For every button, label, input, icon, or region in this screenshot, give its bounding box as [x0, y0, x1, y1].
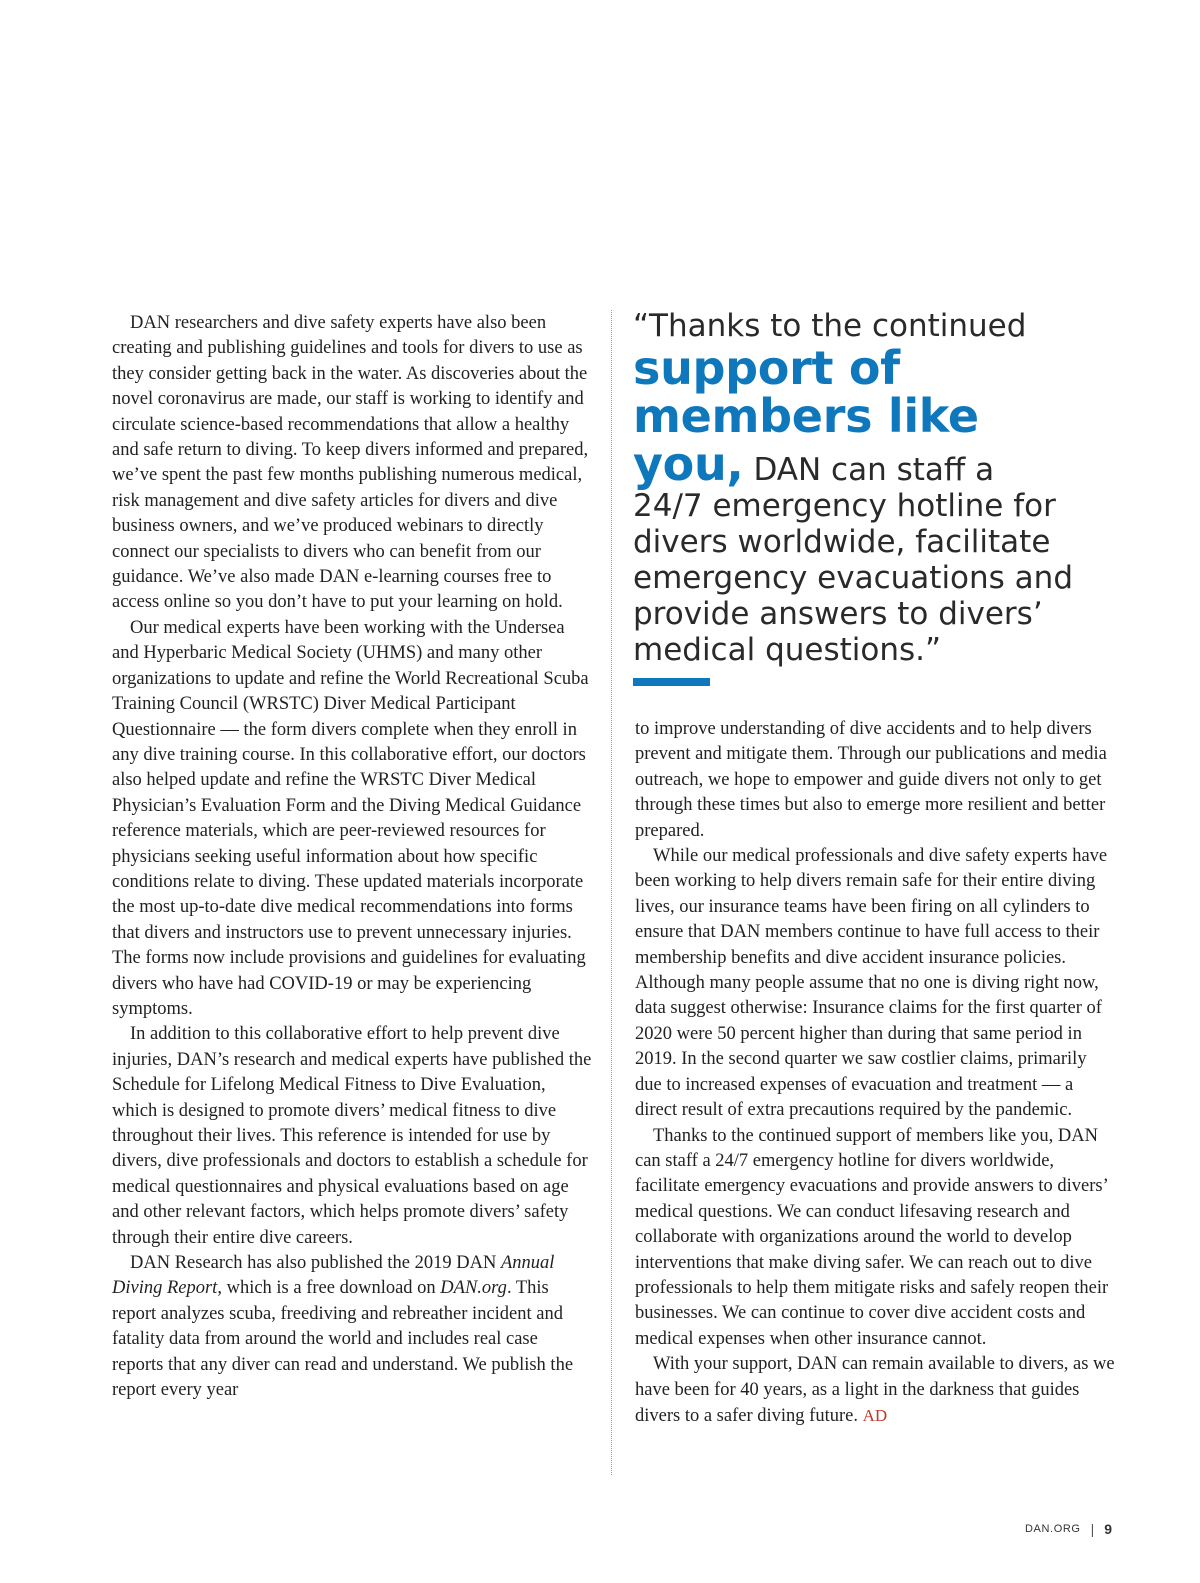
pull-quote-rest-3: divers worldwide, facilitate [633, 524, 1051, 560]
pull-quote-accent-bar [633, 678, 710, 686]
right-paragraph-2: While our medical professionals and dive safety experts have been working to help divers remain safe for their entire diving lives, our insurance teams have been firing on all cylinders to ensure that DAN members continue to have full access to their membership benefits and dive accident insurance policies. Although many people assume that no one is diving right now, data suggest otherwise: Insurance claims for the first quarter of 2020 were 50 percent higher than during that same period in 2019. In the second quarter we saw costlier claims, primarily due to increased expenses of evacuation and treatment — a direct result of extra precautions required by the pandemic. [635, 846, 1108, 1121]
left-paragraph-4-end: . This report analyzes scuba, freediving and rebreather incident and fatality data from around the world and includes real case reports that any diver can read and understand. We publish the report every year [112, 1278, 574, 1401]
pull-quote-mixed-line [633, 437, 1153, 491]
left-paragraph-1: DAN researchers and dive safety experts have also been creating and publishing guidelines and tools for divers to use as they consider getting back in the water. As discoveries about the novel coronavirus are made, our staff is working to identify and circulate science-based recommendations that allow a healthy and safe return to diving. To keep divers informed and prepared, we’ve spent the past few months publishing numerous medical, risk management and dive safety articles for divers and dive business owners, and we’ve produced webinars to directly connect our specialists to divers who can benefit from our guidance. We’ve also made DAN e-learning courses free to access online so you don’t have to put your learning on hold. [112, 313, 589, 613]
page-number: 9 [1104, 1521, 1112, 1537]
right-paragraph-4 [635, 1352, 1115, 1429]
right-paragraph-3: Thanks to the continued support of members like you, DAN can staff a 24/7 emergency hotline for divers worldwide, facilitate emergency evacuations and provide answers to divers’ medical questions. We can conduct lifesaving research and collaborate with organizations around the world to develop interventions that make diving safer. We can reach out to dive professionals to help them mitigate risks and safely reopen their businesses. We can continue to cover dive accident costs and medical expenses when other insurance cannot. [635, 1125, 1109, 1349]
pull-quote-rest-4: emergency evacuations and [633, 560, 1073, 596]
left-paragraph-4-start: DAN Research has also published the 2019 DAN [130, 1253, 501, 1274]
left-paragraph-2: Our medical experts have been working with the Undersea and Hyperbaric Medical Society (UHMS) and many other organizations to update and refine the World Recreational Scuba Training Council (WRSTC) Diver Medical Participant Questionnaire — the form divers complete when they enroll in any dive training course. In this collaborative effort, our doctors also helped update and refine the WRSTC Diver Medical Physician’s Evaluation Form and the Diving Medical Guidance reference materials, which are peer-reviewed resources for physicians seeking useful information about how specific conditions relate to diving. These updated materials incorporate the most up-to-date dive medical recommendations into forms that divers and instructors use to prevent unnecessary injuries. The forms now include provisions and guidelines for evaluating divers who have had COVID-19 or may be experiencing symptoms. [112, 617, 589, 1019]
right-column [635, 717, 1115, 1429]
right-paragraph-1: to improve understanding of dive accidents and to help divers prevent and mitigate them. Through our publications and media outreach, we hope to empower and guide divers not only to get through these times but also to emerge more resilient and better prepared. [635, 719, 1107, 841]
left-paragraph-3: In addition to this collaborative effort to help prevent dive injuries, DAN’s research and medical experts have published the Schedule for Lifelong Medical Fitness to Dive Evaluation, which is designed to promote divers’ medical fitness to dive throughout their lives. This reference is intended for use by divers, dive professionals and doctors to establish a schedule for medical questionnaires and physical evaluations based on age and other relevant factors, which helps promote divers’ safety through their entire dive careers. [112, 1024, 592, 1248]
column-divider [611, 310, 612, 1475]
dan-org-reference: DAN.org [440, 1278, 507, 1299]
left-paragraph-4 [112, 1251, 592, 1403]
pull-quote-rest-5: provide answers to divers’ [633, 596, 1043, 632]
pull-quote-rest-6: medical questions.” [633, 632, 942, 668]
article-end-mark: AD [862, 1405, 888, 1425]
pull-quote [633, 308, 1153, 668]
pull-quote-emphasis-2: members like [633, 389, 979, 443]
left-paragraph-4-mid: , which is a free download on [217, 1278, 441, 1299]
pull-quote-rest-2: 24/7 emergency hotline for [633, 488, 1056, 524]
footer-site: DAN.ORG [1025, 1523, 1081, 1535]
pull-quote-emphasis-3: you, [633, 437, 744, 491]
left-column [112, 311, 592, 1403]
pull-quote-lead: “Thanks to the continued [633, 308, 1027, 344]
annual-diving-report-title: Annual Diving Report [112, 1253, 555, 1299]
footer-separator: | [1090, 1521, 1095, 1537]
page-footer [1025, 1521, 1112, 1537]
right-paragraph-4-text: With your support, DAN can remain available to divers, as we have been for 40 years, as a light in the darkness that guides divers to a safer diving future. [635, 1354, 1115, 1426]
pull-quote-emphasis-1: support of [633, 341, 900, 395]
pull-quote-rest-1: DAN can staff a [743, 452, 995, 488]
